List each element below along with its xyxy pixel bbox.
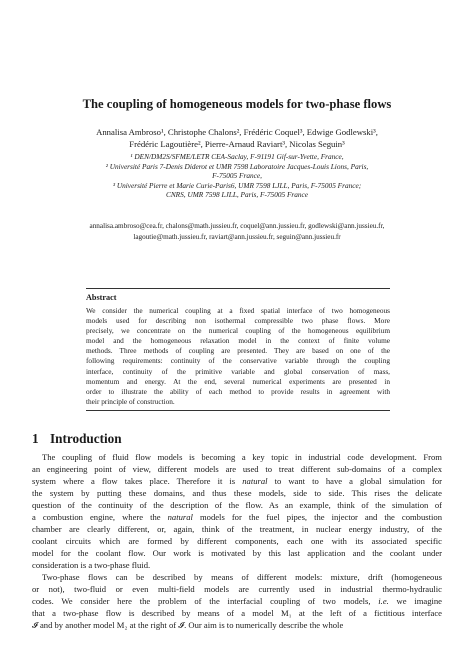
paper-title: The coupling of homogeneous models for two-phase flows [82, 97, 392, 111]
abstract-line: their principle of construction. [86, 396, 175, 406]
body-line: system where a flow takes place. Therefore it is natural to want to have a global simulation for [32, 476, 442, 486]
author-list [40, 127, 434, 150]
abstract-line: We consider the numerical coupling at a fixed spatial interface of two homogeneous [86, 306, 390, 315]
body-line: an engineering point of view, different models are used to treat different sub-domains of a complex [32, 464, 442, 474]
body-line: that a two-phase flow is described by means of a model M₁ at the left of a fictitious interface [32, 608, 442, 618]
email-line-2: lagoutie@math.jussieu.fr, raviart@ann.jussieu.fr, seguin@ann.jussieu.fr [133, 232, 341, 241]
abstract-line: following requirements: continuity of the conservative variable through the coupling [86, 356, 390, 366]
body-line: Two-phase flows can be described by means of different models: mixture, drift (homogeneous [42, 572, 442, 582]
abstract-line: methods. Three methods of coupling are presented. They are based on one of the [86, 346, 390, 356]
author-emails [20, 221, 454, 242]
affiliation-3-line-2: CNRS, UMR 7598 LJLL, Paris, F-75005 France [165, 190, 309, 200]
affiliation-2-line-2: F-75005 France, [212, 171, 262, 181]
abstract-line: models used for describing non isothermal compressible two phase flows. More [86, 316, 390, 326]
author-line-1: Annalisa Ambroso¹, Christophe Chalons², Frédéric Coquel³, Edwige Godlewski³, [96, 127, 378, 137]
abstract-line: model and the homogeneous relaxation model in the context of finite volume [86, 336, 390, 346]
section-heading [32, 431, 122, 447]
body-line: codes. We consider here the problem of the interfacial coupling of two models, i.e. we imagine [32, 596, 442, 606]
email-line-1: annalisa.ambroso@cea.fr, chalons@math.jussieu.fr, coquel@ann.jussieu.fr, godlewski@ann.jussieu.fr, [89, 222, 385, 230]
affiliations [40, 152, 434, 200]
section-number: 1 [32, 431, 39, 446]
body-line: The coupling of fluid flow models is becoming a key topic in industrial code development. From [42, 452, 442, 462]
body-text [32, 451, 442, 631]
abstract-line: interface, continuity of the primitive variable and global conservation of mass, [86, 366, 390, 376]
abstract-text [86, 306, 390, 407]
abstract-top-rule [86, 288, 390, 289]
body-line: 𝓘 and by another model M₂ at the right of 𝓘. Our aim is to numerically describe the whole [32, 620, 344, 630]
abstract-line: precisely, we concentrate on the numerical coupling of the homogeneous equilibrium [86, 326, 390, 336]
body-line: model for the coolant flow. Our work is motivated by this last application and the coolant under [32, 548, 442, 558]
affiliation-2-line-1: ² Université Paris 7-Denis Diderot et UMR 7598 Laboratoire Jacques-Louis Lions, Paris, [105, 161, 369, 171]
abstract-line: order to illustrate the ability of each method to provide results in agreement with [86, 386, 390, 396]
author-line-2: Frédéric Lagoutière², Pierre-Arnaud Raviart³, Nicolas Seguin³ [129, 138, 345, 149]
affiliation-1: ¹ DEN/DM2S/SFME/LETR CEA-Saclay, F-91191 Gif-sur-Yvette, France, [130, 152, 344, 161]
section-title: Introduction [50, 431, 122, 446]
abstract-bottom-rule [86, 410, 390, 411]
body-line: coolant circuits which are formed by different components, each one with its associated specific [32, 536, 442, 546]
body-line: a combustion engine, where the natural models for the fuel pipes, the injector and the combustion [32, 512, 442, 522]
abstract-line: momentum and energy. At the end, several numerical experiments are presented in [86, 376, 390, 386]
body-line: question of the continuity of the description of the flow. As an example, think of the simulation of [32, 500, 442, 510]
body-line: the system by putting these domains, and thus these models, side to side. This rises the delicate [32, 488, 442, 498]
affiliation-3-line-1: ³ Université Pierre et Marie Curie-Paris6, UMR 7598 LJLL, Paris, F-75005 France; [112, 180, 362, 190]
abstract-heading: Abstract [86, 293, 117, 302]
body-line: consideration is a two-phase fluid. [32, 560, 151, 570]
body-line: chamber are clearly different, or, again, think of the treatment, in nuclear energy industry, of the [32, 524, 442, 534]
body-line: or not), two-fluid or even multi-field models are currently used in industrial thermo-hydraulic [32, 584, 442, 594]
